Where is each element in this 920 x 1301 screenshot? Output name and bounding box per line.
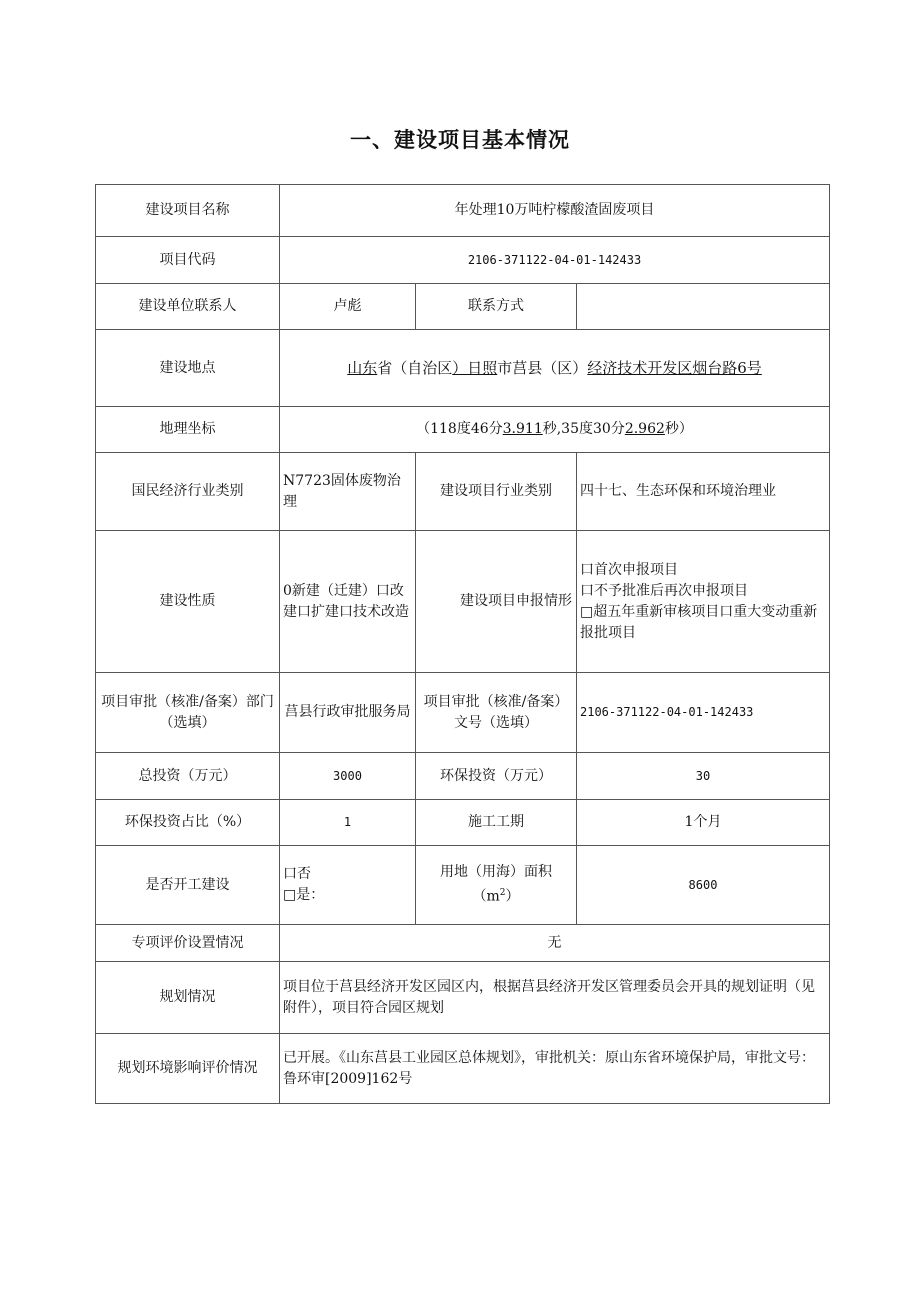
coord-longitude-seconds: 3.911 (502, 421, 543, 437)
contact-label: 建设单位联系人 (96, 284, 280, 330)
coord-longitude: （118度46分 (416, 421, 503, 437)
nature-value: 0新建（迁建）口改建口扩建口技术改造 (280, 531, 416, 673)
page-title: 一、建设项目基本情况 (350, 128, 570, 152)
started-option-no: 口否 (283, 866, 311, 882)
contact-method-value (577, 284, 830, 330)
location-county: 市莒县（区） (497, 358, 588, 377)
env-investment-label: 环保投资（万元） (416, 753, 577, 800)
area-label (416, 846, 577, 925)
started-options (280, 846, 416, 925)
row-ratio (96, 800, 830, 846)
row-contact (96, 284, 830, 330)
report-option-five-year: □超五年重新审核项目口重大变动重新报批项目 (580, 603, 818, 641)
contact-value: 卢彪 (280, 284, 416, 330)
report-situation-label: 建设项目申报情形 (416, 531, 577, 673)
coord-close: 秒） (664, 421, 693, 437)
location-address: 经济技术开发区烟台路6号 (587, 358, 762, 377)
ratio-label: 环保投资占比（%） (96, 800, 280, 846)
project-code-value: 2106-371122-04-01-142433 (280, 237, 830, 284)
row-special (96, 925, 830, 962)
planning-value: 项目位于莒县经济开发区园区内，根据莒县经济开发区管理委员会开具的规划证明（见附件），项目符合园区规划 (280, 962, 830, 1034)
construct-industry-value: 四十七、生态环保和环境治理业 (577, 453, 830, 531)
coordinates-value (280, 407, 830, 453)
ratio-value: 1 (280, 800, 416, 846)
location-region: 省（自治区 (377, 358, 453, 377)
row-planning (96, 962, 830, 1034)
report-option-resubmit: 口不予批准后再次申报项目 (580, 582, 748, 599)
report-situation-options (577, 531, 830, 673)
location-city: ）日照 (452, 358, 498, 377)
location-label: 建设地点 (96, 330, 280, 407)
row-project-code (96, 237, 830, 284)
area-value: 8600 (577, 846, 830, 925)
project-name-value: 年处理10万吨柠檬酸渣固废项目 (280, 185, 830, 237)
investment-value: 3000 (280, 753, 416, 800)
industry-label: 国民经济行业类别 (96, 453, 280, 531)
row-investment (96, 753, 830, 800)
coordinates-label: 地理坐标 (96, 407, 280, 453)
row-coordinates (96, 407, 830, 453)
approval-dept-value: 莒县行政审批服务局 (280, 673, 416, 753)
started-option-yes: □是： (283, 887, 325, 903)
project-code-label: 项目代码 (96, 237, 280, 284)
project-name-label: 建设项目名称 (96, 185, 280, 237)
nature-label: 建设性质 (96, 531, 280, 673)
project-info-table (95, 184, 830, 1104)
special-value: 无 (280, 925, 830, 962)
approval-doc-label: 项目审批（核准/备案）文号（选填） (416, 673, 577, 753)
construct-industry-label: 建设项目行业类别 (416, 453, 577, 531)
planning-eia-value: 已开展。《山东莒县工业园区总体规划》，审批机关：原山东省环境保护局，审批文号：鲁环审[2009]162号 (280, 1034, 830, 1104)
special-label: 专项评价设置情况 (96, 925, 280, 962)
location-province: 山东 (347, 358, 378, 377)
row-nature (96, 531, 830, 673)
row-industry (96, 453, 830, 531)
row-location (96, 330, 830, 407)
planning-label: 规划情况 (96, 962, 280, 1034)
planning-eia-label: 规划环境影响评价情况 (96, 1034, 280, 1104)
started-label: 是否开工建设 (96, 846, 280, 925)
row-project-name (96, 185, 830, 237)
coord-latitude-seconds: 2.962 (624, 421, 665, 437)
area-label-sup: 2 (499, 888, 506, 899)
location-value (280, 330, 830, 407)
row-started (96, 846, 830, 925)
env-investment-value: 30 (577, 753, 830, 800)
area-label-close: ） (505, 888, 520, 905)
period-label: 施工工期 (416, 800, 577, 846)
period-value: 1个月 (577, 800, 830, 846)
row-approval (96, 673, 830, 753)
contact-method-label: 联系方式 (416, 284, 577, 330)
approval-doc-value: 2106-371122-04-01-142433 (577, 673, 830, 753)
coord-latitude: 秒,35度30分 (542, 421, 625, 437)
industry-value: N7723固体废物治理 (280, 453, 416, 531)
row-planning-eia (96, 1034, 830, 1104)
investment-label: 总投资（万元） (96, 753, 280, 800)
approval-dept-label: 项目审批（核准/备案）部门（选填） (96, 673, 280, 753)
report-option-first: 口首次申报项目 (580, 561, 678, 578)
area-label-text: 用地（用海）面积（m (440, 864, 552, 905)
